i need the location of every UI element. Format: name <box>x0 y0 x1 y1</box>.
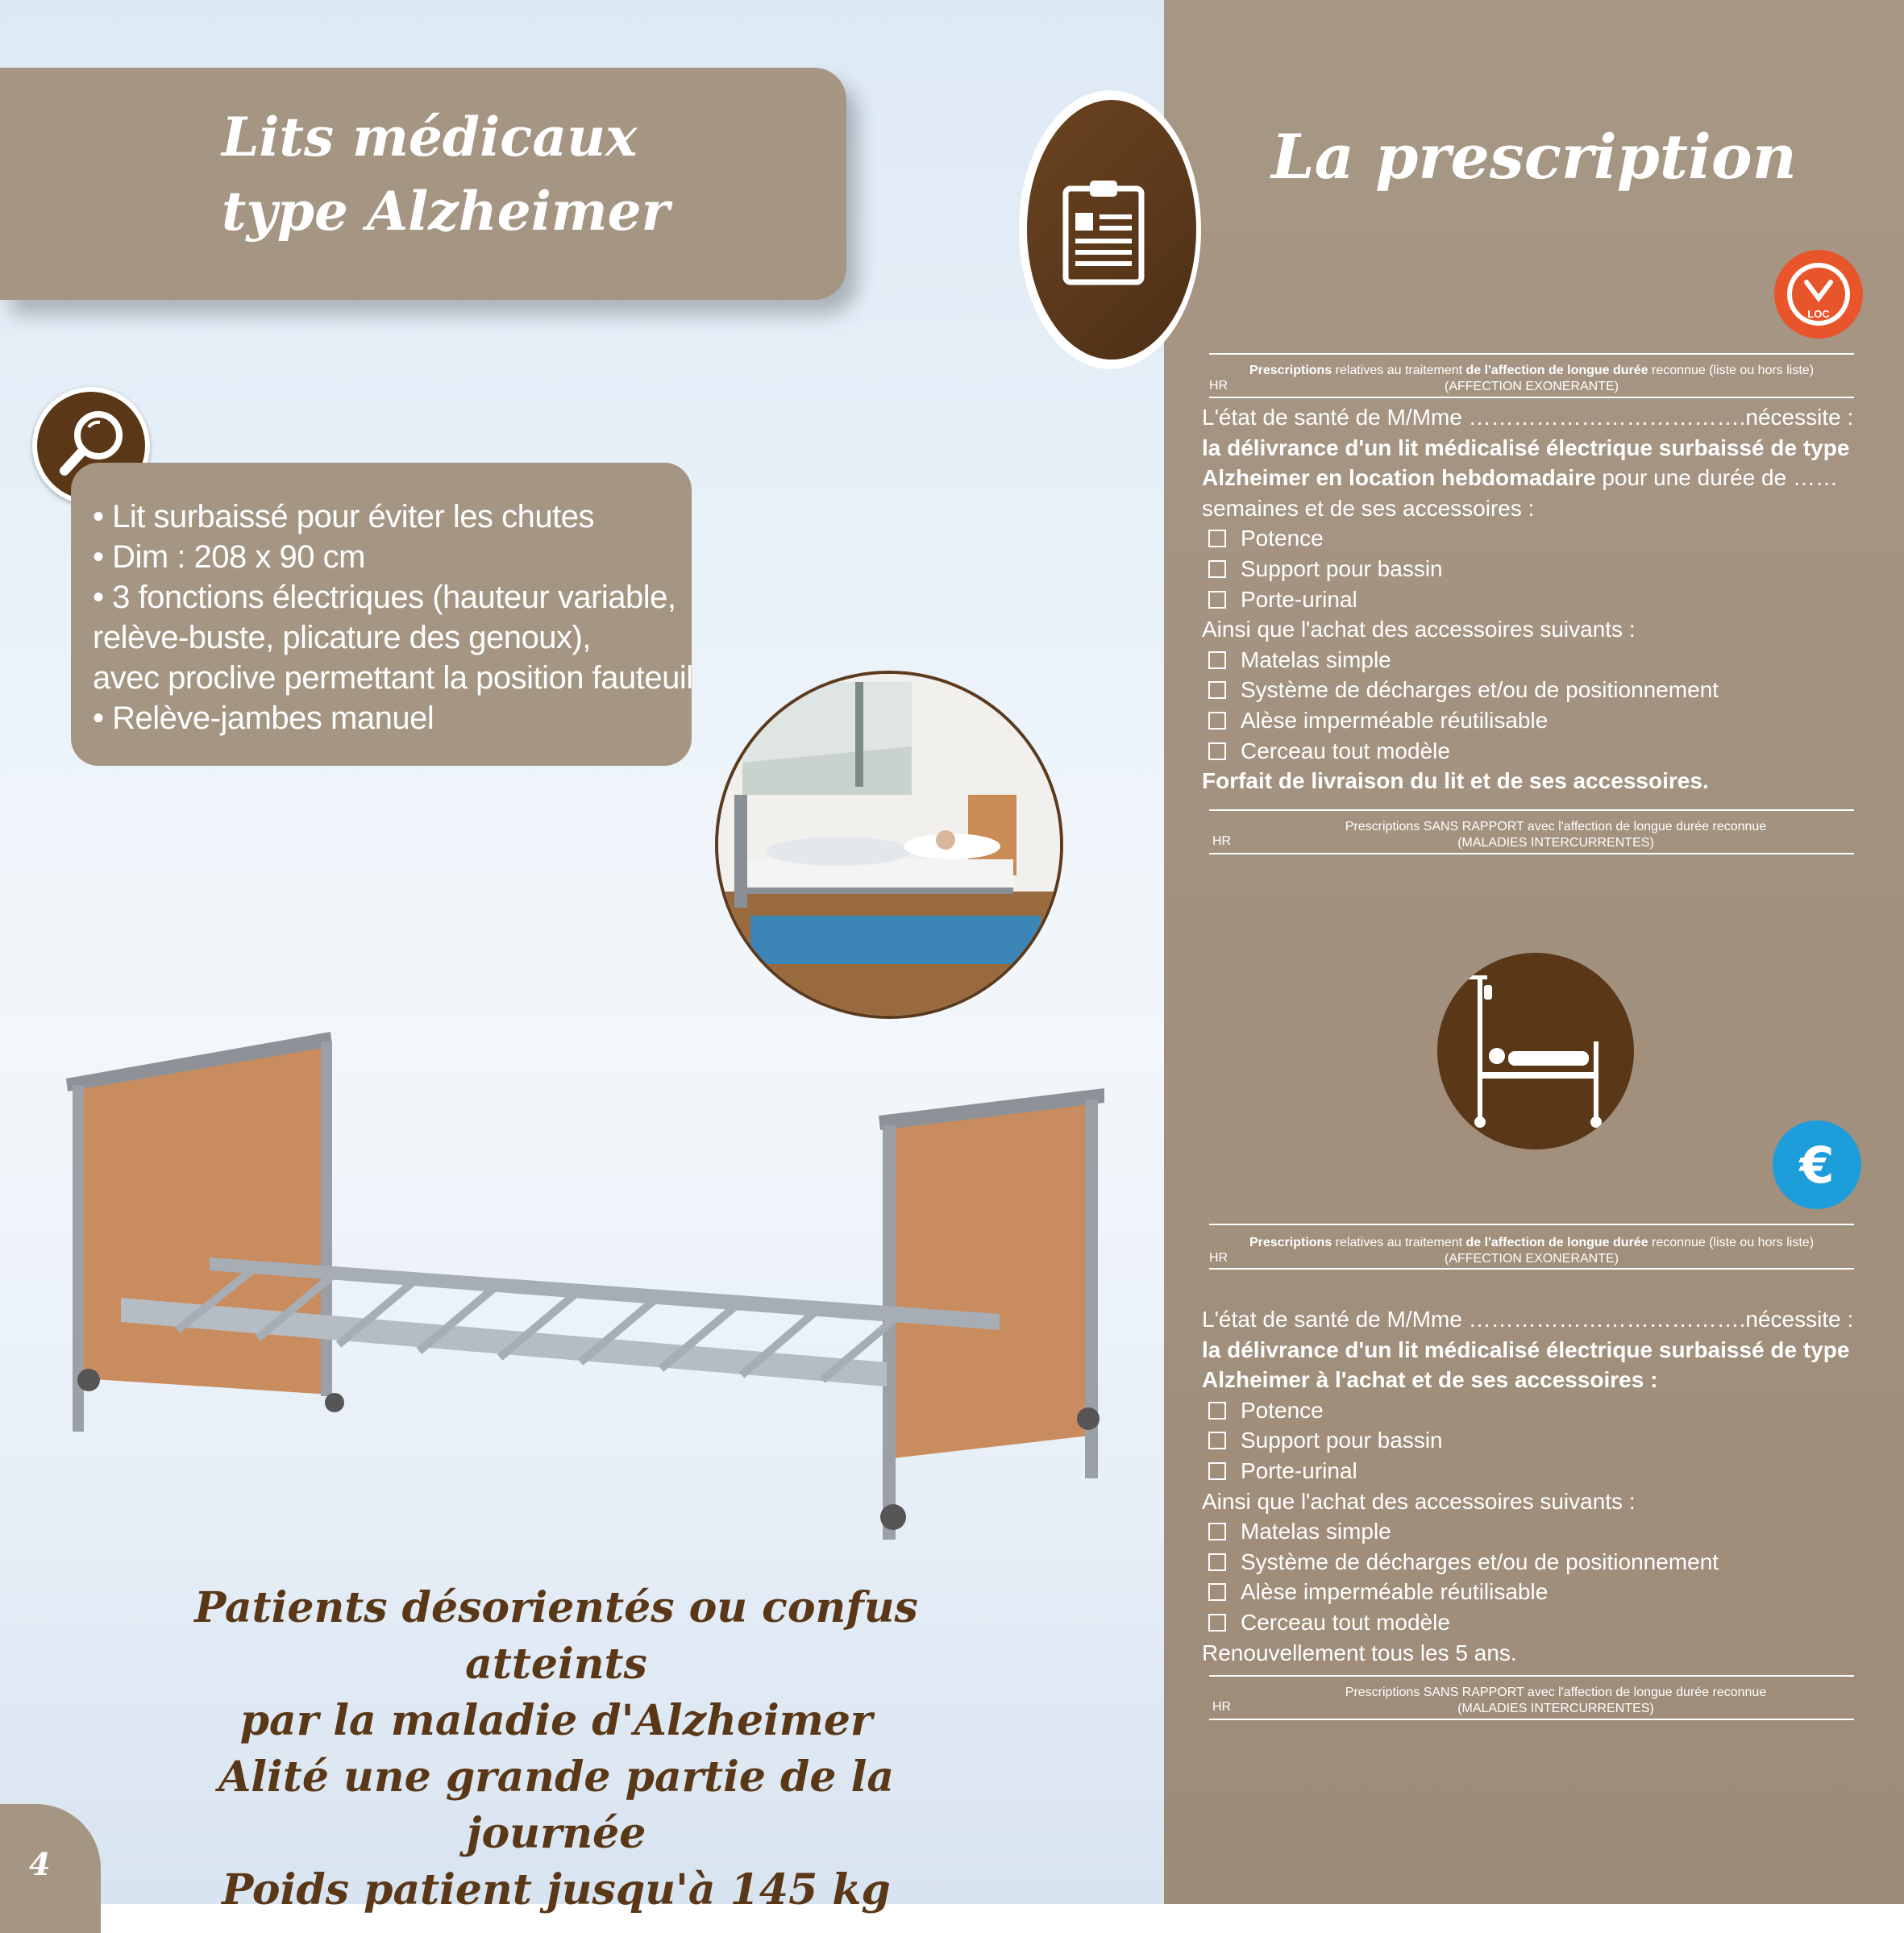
checkbox-item: Potence <box>1202 1395 1895 1426</box>
checkbox[interactable] <box>1208 591 1226 609</box>
checkbox-item: Cerceau tout modèle <box>1202 1607 1895 1638</box>
loc-label: LOC <box>1807 308 1830 320</box>
bed-illustration <box>48 1024 1112 1540</box>
features-list <box>93 497 693 738</box>
checkbox[interactable] <box>1208 1402 1226 1420</box>
checkbox-item: Cerceau tout modèle <box>1202 736 1895 767</box>
checkbox-item: Système de décharges et/ou de positionnement <box>1202 1547 1895 1578</box>
prescription-title: La prescription <box>1271 121 1797 193</box>
header-block1: Prescriptions relatives au traitement de l'affection de longue durée reconnue (liste ou hors liste) (AFFECTION EXONERANTE) <box>1249 364 1815 393</box>
checkbox-item: Système de décharges et/ou de positionnement <box>1202 675 1895 705</box>
checkbox-item: Support pour bassin <box>1202 1425 1895 1456</box>
text-line: Renouvellement tous les 5 ans. <box>1202 1640 1517 1665</box>
divider <box>1209 353 1854 355</box>
text-line: Forfait de livraison du lit et de ses accessoires. <box>1202 768 1709 794</box>
feature-line: relève-buste, plicature des genoux), <box>93 620 591 655</box>
text-line: la délivrance d'un lit médicalisé électrique surbaissé de type <box>1202 434 1850 460</box>
text-line: Alzheimer à l'achat et de ses accessoires : <box>1202 1367 1658 1393</box>
divider <box>1209 1268 1854 1270</box>
hr-label: HR <box>1209 1251 1228 1265</box>
checkbox-item: Porte-urinal <box>1202 584 1895 615</box>
patients-line: par la maladie d'Alzheimer <box>239 1696 873 1745</box>
feature-line: • 3 fonctions électriques (hauteur variable, <box>93 580 676 615</box>
text-line: Alzheimer en location hebdomadaire <box>1202 465 1596 491</box>
hr-label: HR <box>1212 834 1232 848</box>
checkbox[interactable] <box>1208 1523 1226 1540</box>
patients-line: Patients désorientés ou confus atteints <box>194 1583 918 1689</box>
checkbox[interactable] <box>1208 1432 1226 1449</box>
checkbox-item: Matelas simple <box>1202 1516 1895 1547</box>
checkbox-item: Alèse imperméable réutilisable <box>1202 705 1895 736</box>
euro-symbol: € <box>1799 1136 1835 1195</box>
checkbox[interactable] <box>1208 560 1226 578</box>
divider <box>1209 1675 1854 1677</box>
patient-bed-photo <box>718 674 1060 1016</box>
text-line: Ainsi que l'achat des accessoires suivants : <box>1202 617 1636 642</box>
checkbox-item: Support pour bassin <box>1202 554 1895 584</box>
footer-block1: Prescriptions SANS RAPPORT avec l'affection de longue durée reconnue (MALADIES INTERCURRENTES) <box>1345 820 1767 850</box>
text-line: la délivrance d'un lit médicalisé électrique surbaissé de type <box>1202 1336 1850 1362</box>
footer-block2: Prescriptions SANS RAPPORT avec l'affection de longue durée reconnue (MALADIES INTERCURRENTES) <box>1345 1686 1767 1715</box>
euro-icon <box>1773 1120 1861 1209</box>
feature-line: • Relève-jambes manuel <box>93 700 434 736</box>
feature-line: • Lit surbaissé pour éviter les chutes <box>93 499 594 534</box>
checkbox[interactable] <box>1208 651 1226 669</box>
checkbox[interactable] <box>1208 742 1226 760</box>
checkbox[interactable] <box>1208 712 1226 730</box>
divider <box>1209 1224 1854 1225</box>
checkbox[interactable] <box>1208 1462 1226 1480</box>
checkbox[interactable] <box>1208 1614 1226 1632</box>
bed-patient-icon <box>1437 953 1634 1149</box>
checkbox-item: Potence <box>1202 523 1895 554</box>
hr-label: HR <box>1209 379 1228 393</box>
checkbox[interactable] <box>1208 1553 1226 1571</box>
checkbox-item: Porte-urinal <box>1202 1456 1895 1486</box>
checkbox[interactable] <box>1208 681 1226 699</box>
text-line: Ainsi que l'achat des accessoires suivants : <box>1202 1488 1636 1514</box>
loc-clock-icon <box>1774 250 1863 339</box>
title-banner <box>0 68 846 300</box>
text-line: semaines et de ses accessoires : <box>1202 495 1535 521</box>
hr-label: HR <box>1212 1700 1232 1714</box>
page-number: 4 <box>29 1846 51 1882</box>
divider <box>1209 809 1854 811</box>
page-title-line2: type Alzheimer <box>222 180 670 243</box>
text-line: L'état de santé de M/Mme ……………………………….nécessite : <box>1202 1307 1854 1332</box>
checkbox-item: Matelas simple <box>1202 645 1895 676</box>
patients-text <box>129 1580 983 1918</box>
prescription-block-1: L'état de santé de M/Mme ……………………………….nécessite : la délivrance d'un lit médicalisé électrique surbaissé de type Alzheimer en location hebdomadaire pour une durée de …… semaines et de ses accessoires : Potence Support pour bassin Porte-urinal Ainsi que l'achat des accessoires suivants : Matelas simple Système de décharges et/ou de positionnement Alèse imperméable réutilisable Cerceau tout modèle Forfait de livraison du lit et de ses accessoires. <box>1202 402 1895 796</box>
patients-line: Alité une grande partie de la journée <box>218 1752 895 1858</box>
checkbox[interactable] <box>1208 1583 1226 1601</box>
feature-line: • Dim : 208 x 90 cm <box>93 539 365 575</box>
checkbox[interactable] <box>1208 530 1226 547</box>
feature-line: avec proclive permettant la position fauteuil <box>93 660 693 696</box>
header-block2: Prescriptions relatives au traitement de l'affection de longue durée reconnue (liste ou hors liste) (AFFECTION EXONERANTE) <box>1249 1236 1815 1266</box>
text-line: L'état de santé de M/Mme ……………………………….nécessite : <box>1202 405 1854 430</box>
patients-line: Poids patient jusqu'à 145 kg <box>222 1865 891 1914</box>
prescription-block-2 <box>1202 1304 1895 1668</box>
divider <box>1209 1719 1854 1720</box>
divider <box>1209 853 1854 854</box>
page-title-line1: Lits médicaux <box>222 106 638 168</box>
checkbox-item: Alèse imperméable réutilisable <box>1202 1577 1895 1607</box>
divider <box>1209 397 1854 398</box>
